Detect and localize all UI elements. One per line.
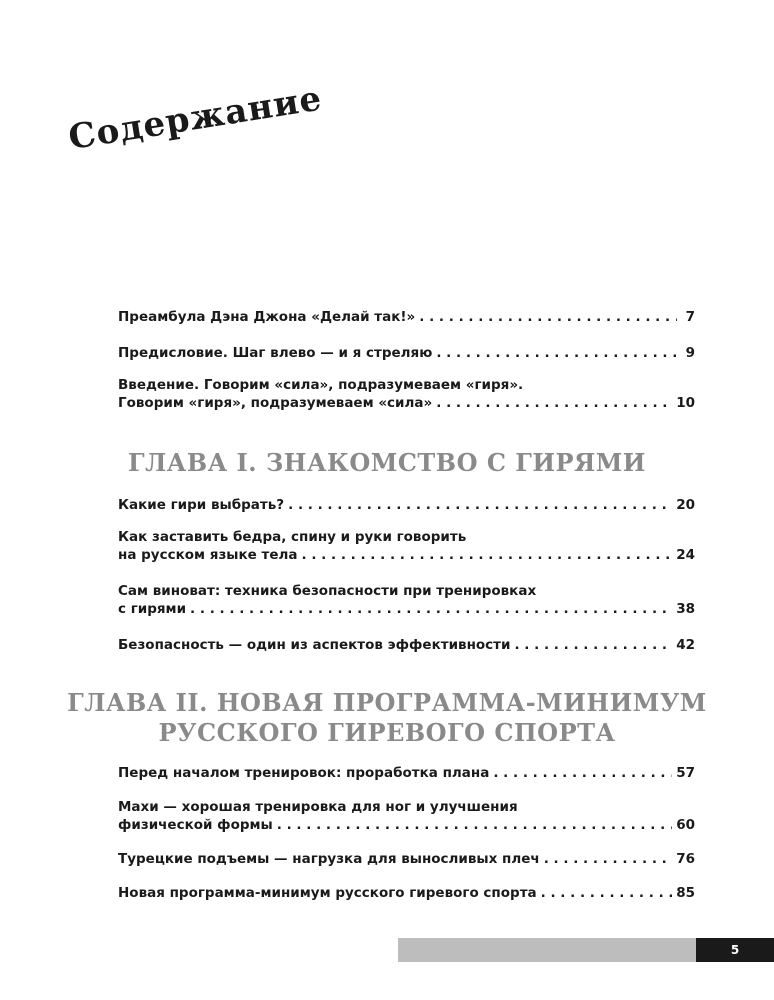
toc-entry-text: Новая программа-минимум русского гиревого спорта [118,885,537,901]
toc-page-number: 57 [676,765,695,781]
toc-leader-dots [419,308,677,326]
toc-entry[interactable] [118,344,695,362]
toc-leader-dots [514,636,672,654]
toc-leader-dots [190,600,672,618]
toc-entry-text: Турецкие подъемы — нагрузка для выносливых плеч [118,851,540,867]
toc-entry[interactable] [118,850,695,868]
toc-leader-dots [544,850,673,868]
toc-page-number: 7 [685,309,695,325]
chapter-heading-line: РУССКОГО ГИРЕВОГО СПОРТА [158,718,616,747]
toc-entry-text: на русском языке тела [118,547,298,563]
toc-entry[interactable] [118,798,695,834]
toc-entry[interactable] [118,496,695,514]
toc-leader-dots [436,344,677,362]
toc-entry-text: с гирями [118,601,187,617]
toc-page-number: 10 [676,395,695,411]
page-number: 5 [696,938,774,962]
toc-page-number: 76 [676,851,695,867]
toc-leader-dots [493,764,672,782]
toc-page-number: 24 [676,547,695,563]
toc-page-number: 60 [676,817,695,833]
chapter-heading [0,688,774,748]
toc-entry-text: Преамбула Дэна Джона «Делай так!» [118,309,416,325]
toc-entry-text: Сам виноват: техника безопасности при тренировках [118,583,537,599]
toc-entry-text: физической формы [118,817,273,833]
toc-page-number: 9 [685,345,695,361]
toc-entry-text: Говорим «гиря», подразумеваем «сила» [118,395,433,411]
toc-entry[interactable] [118,636,695,654]
toc-entry-text: Махи — хорошая тренировка для ног и улучшения [118,799,518,815]
toc-entry[interactable] [118,764,695,782]
toc-leader-dots [541,884,673,902]
toc-leader-dots [288,496,672,514]
toc-leader-dots [277,816,672,834]
chapter-heading [0,448,774,478]
chapter-heading-line: ГЛАВА I. ЗНАКОМСТВО С ГИРЯМИ [128,448,646,477]
toc-leader-dots [302,546,673,564]
toc-entry-text: Перед началом тренировок: проработка плана [118,765,490,781]
toc-entry[interactable] [118,582,695,618]
toc-page-number: 85 [676,885,695,901]
chapter-heading-line: ГЛАВА II. НОВАЯ ПРОГРАММА-МИНИМУМ [67,688,707,717]
toc-entry[interactable] [118,308,695,326]
toc-entry-text: Введение. Говорим «сила», подразумеваем «гиря». [118,377,524,393]
toc-entry-text: Безопасность — один из аспектов эффективности [118,637,511,653]
toc-page-number: 38 [676,601,695,617]
toc-entry-text: Предисловие. Шаг влево — и я стреляю [118,345,433,361]
toc-entry[interactable] [118,528,695,564]
toc-page-number: 42 [676,637,695,653]
toc-entry[interactable] [118,884,695,902]
toc-entry-text: Как заставить бедра, спину и руки говорить [118,529,467,545]
toc-leader-dots [436,394,672,412]
page-title: Содержание [65,78,325,158]
footer-bar [398,938,696,962]
toc-page-number: 20 [676,497,695,513]
toc-entry[interactable] [118,376,695,412]
toc-entry-text: Какие гири выбрать? [118,497,285,513]
